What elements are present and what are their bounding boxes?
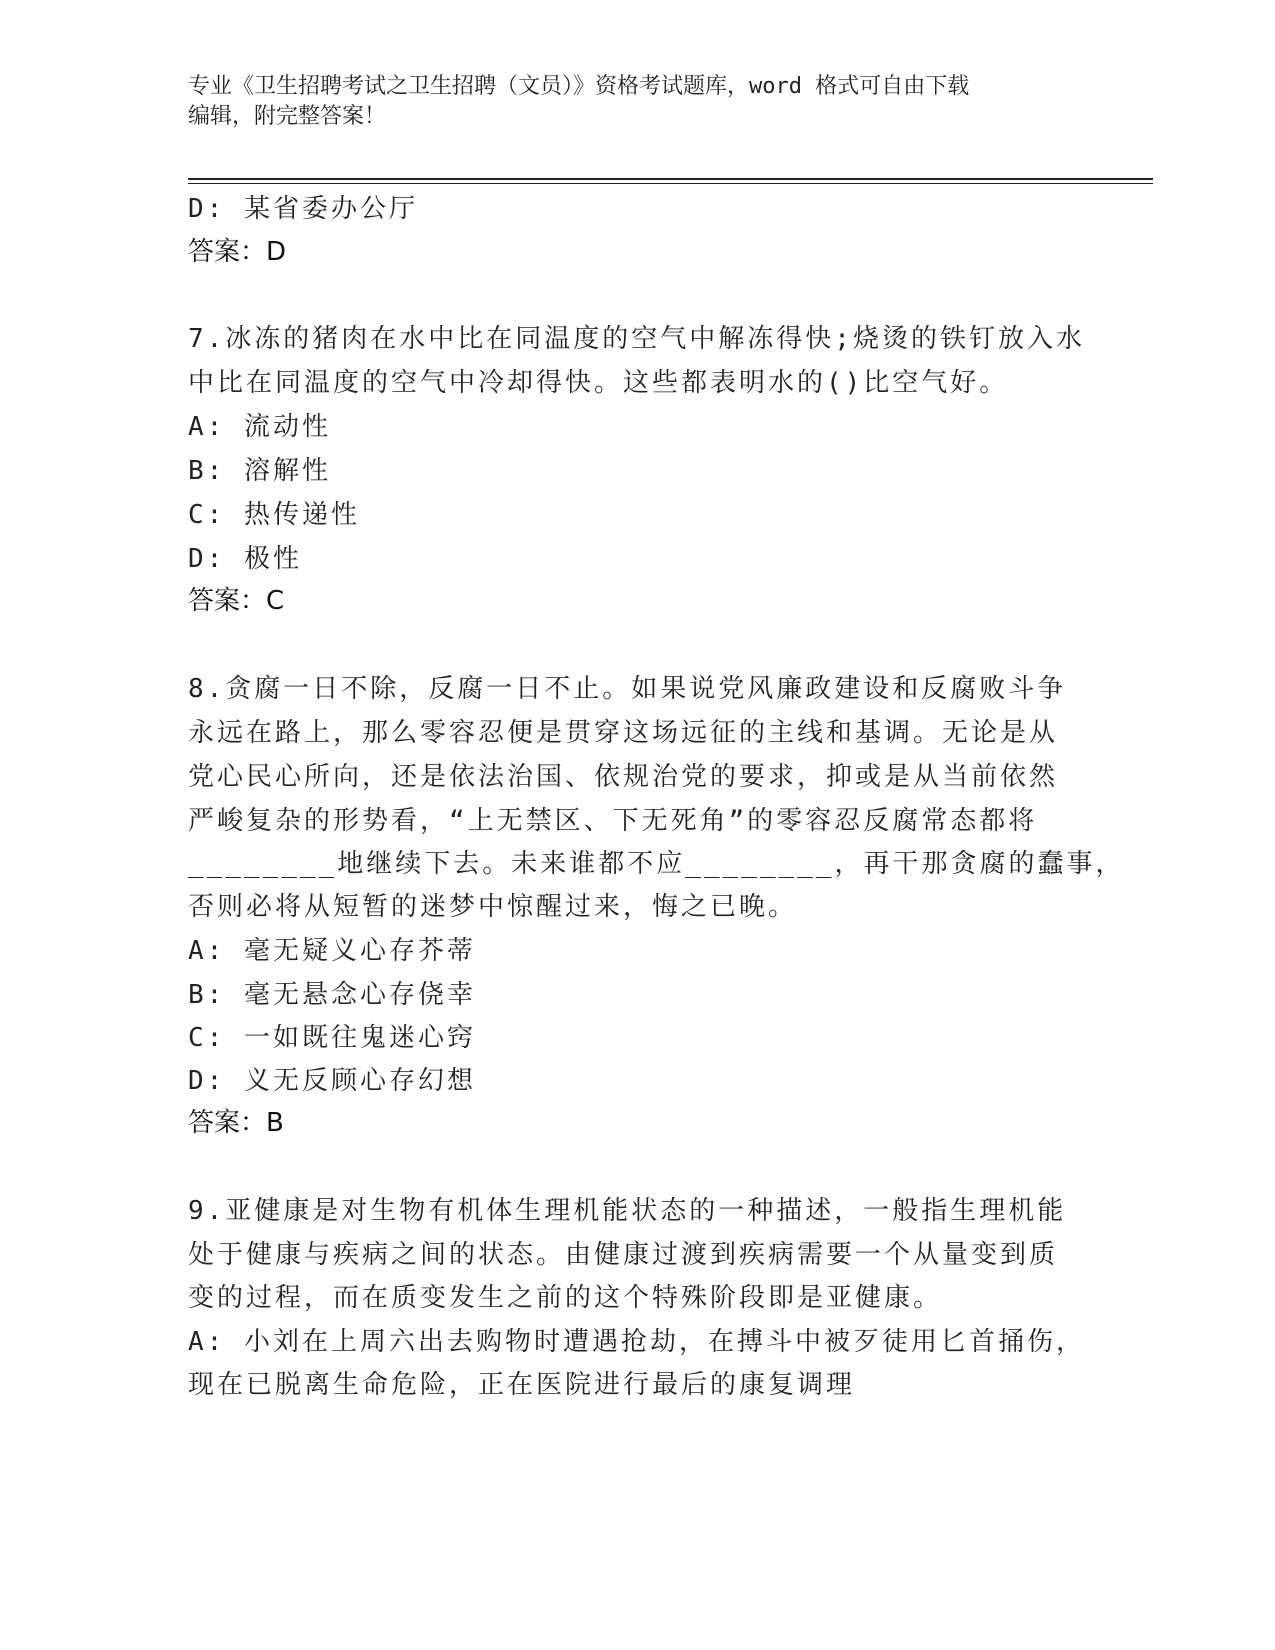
q7-answer: 答案：C [188,586,285,616]
q8-stem-line: 党心民心所向，还是依法治国、依规治党的要求，抑或是从当前依然 [188,762,1059,792]
q8-stem-line: 严峻复杂的形势看，“上无禁区、下无死角”的零容忍反腐常态都将 [188,806,1038,836]
q7-option-a: A: 流动性 [188,412,331,442]
q8-stem-line: 8.贪腐一日不除，反腐一日不止。如果说党风廉政建设和反腐败斗争 [188,674,1067,704]
q7-option-d: D: 极性 [188,544,302,574]
q7-stem-line: 中比在同温度的空气中冷却得快。这些都表明水的()比空气好。 [188,368,1009,398]
q6-answer: 答案：D [188,237,287,267]
q9-stem-line: 9.亚健康是对生物有机体生理机能状态的一种描述，一般指生理机能 [188,1196,1067,1226]
q9-option-a-line: A: 小刘在上周六出去购物时遭遇抢劫，在搏斗中被歹徒用匕首捅伤， [188,1327,1085,1357]
q7-option-c: C: 热传递性 [188,500,360,530]
header-line-2: 编辑，附完整答案！ [188,104,387,129]
page-header [188,72,1088,132]
header-divider-thick [188,178,1153,180]
q8-stem-line: 否则必将从短暂的迷梦中惊醒过来，悔之已晚。 [188,892,798,922]
q6-option-d: D: 某省委办公厅 [188,194,418,224]
header-divider-thin [188,183,1153,184]
q8-stem-line: ________地继续下去。未来谁都不应________，再干那贪腐的蠢事， [188,849,1125,879]
q7-stem-line: 7.冰冻的猪肉在水中比在同温度的空气中解冻得快;烧烫的铁钉放入水 [188,324,1085,354]
q8-option-b: B: 毫无悬念心存侥幸 [188,980,476,1010]
q8-answer: 答案：B [188,1108,284,1138]
header-line-1: 专业《卫生招聘考试之卫生招聘（文员）》资格考试题库，word 格式可自由下载 [188,74,970,99]
q9-option-a-line: 现在已脱离生命危险，正在医院进行最后的康复调理 [188,1370,856,1400]
q8-option-c: C: 一如既往鬼迷心窍 [188,1023,476,1053]
q9-stem-line: 处于健康与疾病之间的状态。由健康过渡到疾病需要一个从量变到质 [188,1240,1059,1270]
q7-option-b: B: 溶解性 [188,456,331,486]
q8-option-d: D: 义无反顾心存幻想 [188,1066,476,1096]
q8-stem-line: 永远在路上，那么零容忍便是贯穿这场远征的主线和基调。无论是从 [188,718,1059,748]
q9-stem-line: 变的过程，而在质变发生之前的这个特殊阶段即是亚健康。 [188,1283,943,1313]
q8-option-a: A: 毫无疑义心存芥蒂 [188,936,476,966]
